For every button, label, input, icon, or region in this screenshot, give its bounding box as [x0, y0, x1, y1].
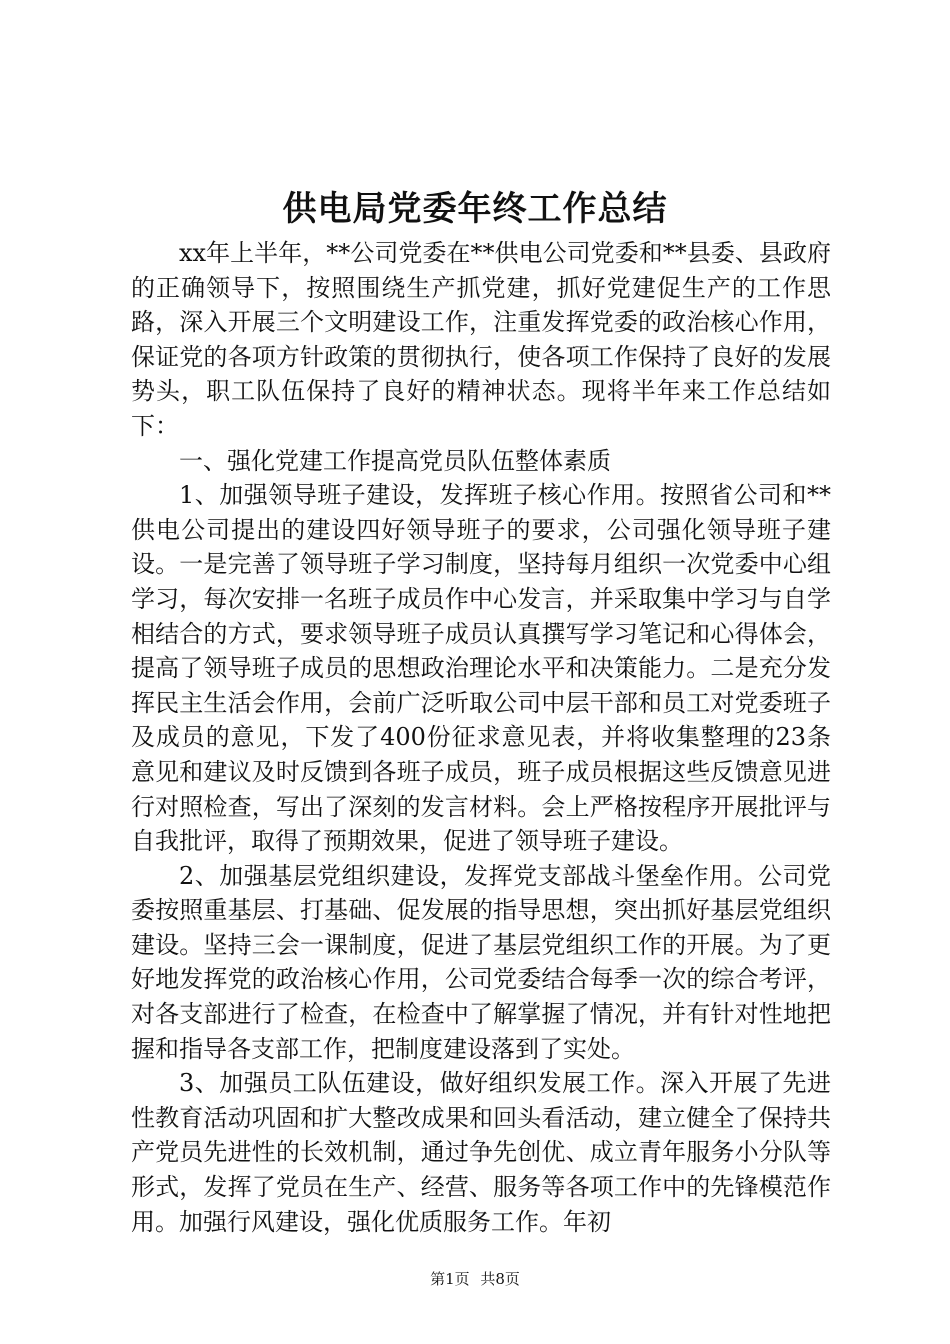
paragraph-item-1: 1、加强领导班子建设，发挥班子核心作用。按照省公司和**供电公司提出的建设四好领导班子的要求，公司强化领导班子建设。一是完善了领导班子学习制度，坚持每月组织一次党委中心组学习，每次安排一名班子成员作中心发言，并采取集中学习与自学相结合的方式，要求领导班子成员认真撰写学习笔记和心得体会，提高了领导班子成员的思想政治理论水平和决策能力。二是充分发挥民主生活会作用，会前广泛听取公司中层干部和员工对党委班子及成员的意见，下发了400份征求意见表，并将收集整理的23条意见和建议及时反馈到各班子成员，班子成员根据这些反馈意见进行对照检查，写出了深刻的发言材料。会上严格按程序开展批评与自我批评，取得了预期效果，促进了领导班子建设。 — [131, 481, 831, 856]
page-number: 第1页 — [430, 1270, 470, 1288]
paragraph-intro: xx年上半年，**公司党委在**供电公司党委和**县委、县政府的正确领导下，按照围绕生产抓党建，抓好党建促生产的工作思路，深入开展三个文明建设工作，注重发挥党委的政治核心作用，保证党的各项方针政策的贯彻执行，使各项工作保持了良好的发展势头，职工队伍保持了良好的精神状态。现将半年来工作总结如下： — [131, 239, 831, 440]
page-total: 共8页 — [480, 1270, 520, 1288]
document-body — [131, 236, 831, 1239]
section-heading-1: 一、强化党建工作提高党员队伍整体素质 — [179, 446, 611, 475]
page-footer — [0, 1268, 950, 1290]
paragraph-item-2: 2、加强基层党组织建设，发挥党支部战斗堡垒作用。公司党委按照重基层、打基础、促发展的指导思想，突出抓好基层党组织建设。坚持三会一课制度，促进了基层党组织工作的开展。为了更好地发挥党的政治核心作用，公司党委结合每季一次的综合考评，对各支部进行了检查，在检查中了解掌握了情况，并有针对性地把握和指导各支部工作，把制度建设落到了实处。 — [131, 861, 831, 1063]
paragraph-item-3: 3、加强员工队伍建设，做好组织发展工作。深入开展了先进性教育活动巩固和扩大整改成果和回头看活动，建立健全了保持共产党员先进性的长效机制，通过争先创优、成立青年服务小分队等形式，发挥了党员在生产、经营、服务等各项工作中的先锋模范作用。加强行风建设，强化优质服务工作。年初 — [131, 1069, 831, 1236]
document-title: 供电局党委年终工作总结 — [282, 189, 668, 229]
